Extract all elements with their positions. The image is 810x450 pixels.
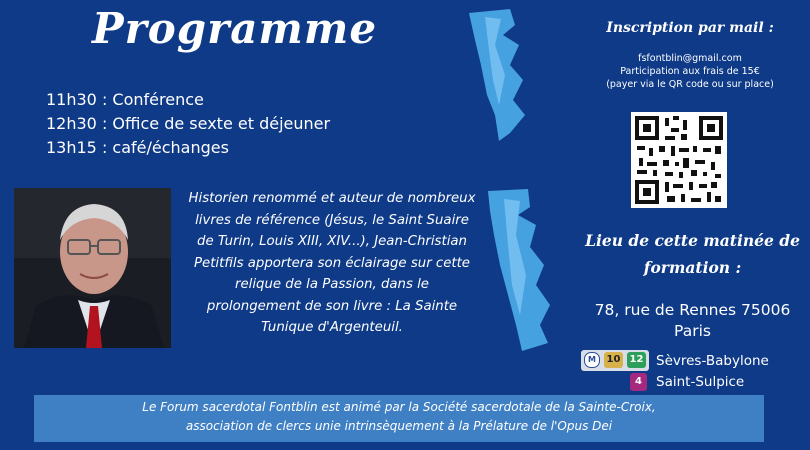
venue-heading: Lieu de cette matinée de formation : bbox=[585, 231, 800, 277]
venue-address-line1: 78, rue de Rennes 75006 bbox=[594, 301, 791, 319]
speaker-description: Historien renommé et auteur de nombreux livres de référence (Jésus, le Saint Suaire de Turin, Louis XIII, XIV...), Jean-Christian Petitfils apportera son éclairage sur cette relique de la Passion, dans le prolongement de son livre : La Sainte Tunique d'Argenteuil. bbox=[188, 191, 476, 335]
venue-address-line2: Paris bbox=[674, 322, 711, 340]
inscription-heading: Inscription par mail : bbox=[606, 20, 774, 36]
metro-line-4-badge: 4 bbox=[630, 373, 647, 391]
schedule-item-3: 13h15 : café/échanges bbox=[46, 138, 229, 157]
metro-station-1: Sèvres-Babylone bbox=[656, 353, 769, 369]
footer-text bbox=[34, 398, 764, 435]
footer-line-1: Le Forum sacerdotal Fontblin est animé par la Société sacerdotale de la Sainte-Croix, bbox=[142, 400, 656, 414]
payment-text: (payer via le QR code ou sur place) bbox=[606, 79, 774, 90]
footer-line-2: association de clercs unie intrinsèquement à la Prélature de l'Opus Dei bbox=[185, 418, 613, 433]
metro-line-12-badge: 12 bbox=[627, 352, 646, 368]
page-title: Programme bbox=[92, 4, 378, 53]
fee-text: Participation aux frais de 15€ bbox=[620, 66, 760, 77]
metro-icon: M bbox=[584, 352, 600, 368]
schedule-item-2: 12h30 : Office de sexte et déjeuner bbox=[46, 114, 331, 133]
qr-code[interactable] bbox=[631, 112, 727, 208]
metro-line-10-badge: 10 bbox=[604, 352, 623, 368]
brush-stroke-bottom bbox=[478, 185, 568, 355]
speaker-portrait bbox=[14, 188, 171, 348]
brush-stroke-top bbox=[455, 5, 535, 145]
schedule-item-1: 11h30 : Conférence bbox=[46, 90, 204, 109]
email-link[interactable]: fsfontblin@gmail.com bbox=[638, 53, 742, 64]
metro-station-2: Saint-Sulpice bbox=[656, 374, 745, 390]
